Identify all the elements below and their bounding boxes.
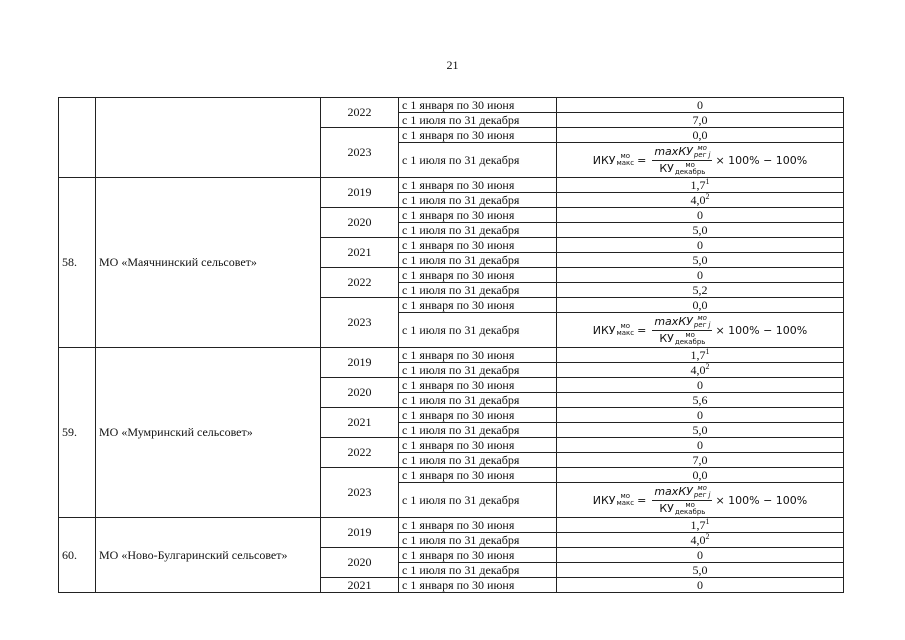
value-text: 0 [697, 407, 703, 422]
year-cell: 2019 [321, 178, 399, 208]
formula-lhs-indices [616, 493, 634, 507]
formula-eq: = [637, 323, 647, 337]
formula-eq: = [637, 153, 647, 167]
value-text: 0 [697, 577, 703, 592]
value-cell [557, 253, 844, 268]
footnote-mark: 1 [705, 517, 710, 526]
period-cell: с 1 июля по 31 декабря [399, 363, 557, 378]
year-cell: 2021 [321, 578, 399, 593]
period-cell: с 1 июля по 31 декабря [399, 113, 557, 128]
year-cell: 2023 [321, 298, 399, 348]
value-text: 1,7 [690, 177, 706, 192]
tariff-index-table [58, 97, 844, 593]
period-cell: с 1 января по 30 июня [399, 98, 557, 113]
page-number: 21 [446, 58, 459, 72]
formula-den-indices [675, 502, 706, 516]
formula-num-prefix: max [654, 314, 679, 328]
value-cell [557, 113, 844, 128]
value-text: 0,0 [692, 297, 708, 312]
formula-lhs-sub: макс [616, 499, 635, 507]
formula-num-sup: мо [697, 483, 707, 492]
period-cell: с 1 января по 30 июня [399, 438, 557, 453]
value-cell [557, 348, 844, 363]
value-text: 0 [697, 547, 703, 562]
value-cell [557, 393, 844, 408]
formula-den-main: КУ [659, 331, 674, 345]
formula-num-prefix: max [654, 144, 679, 158]
value-cell [557, 208, 844, 223]
value-cell [557, 408, 844, 423]
value-cell [557, 378, 844, 393]
year-cell: 2022 [321, 438, 399, 468]
formula-numerator [652, 485, 712, 501]
formula-fraction [652, 315, 712, 346]
year-cell: 2019 [321, 518, 399, 548]
value-text: 5,0 [692, 252, 708, 267]
formula-den-indices [675, 162, 706, 176]
formula-num-main: КУ [678, 484, 693, 498]
value-text: 5,2 [692, 282, 708, 297]
period-cell: с 1 июля по 31 декабря [399, 423, 557, 438]
formula-denominator [657, 161, 707, 176]
formula-lhs-sub: макс [616, 329, 635, 337]
value-cell [557, 453, 844, 468]
value-text: 0 [697, 377, 703, 392]
formula [593, 485, 808, 516]
period-cell: с 1 января по 30 июня [399, 378, 557, 393]
year-cell: 2019 [321, 348, 399, 378]
value-text: 5,0 [692, 422, 708, 437]
formula-lhs-sup: мо [620, 492, 631, 500]
value-text: 5,0 [692, 222, 708, 237]
footnote-mark: 1 [705, 177, 710, 186]
value-cell [557, 298, 844, 313]
row-number: 58. [59, 178, 96, 348]
formula-num-indices [694, 315, 711, 329]
row-number: 60. [59, 518, 96, 593]
value-cell [557, 483, 844, 518]
formula-num-sub: рег j [693, 150, 711, 159]
value-text: 7,0 [692, 452, 708, 467]
period-cell: с 1 января по 30 июня [399, 468, 557, 483]
formula-num-main: КУ [678, 144, 693, 158]
value-text: 4,0 [690, 532, 706, 547]
period-cell: с 1 июля по 31 декабря [399, 563, 557, 578]
period-cell: с 1 июля по 31 декабря [399, 313, 557, 348]
year-cell: 2021 [321, 238, 399, 268]
formula-lhs-indices [616, 323, 634, 337]
year-cell: 2020 [321, 208, 399, 238]
formula-num-sup: мо [697, 313, 707, 322]
period-cell: с 1 июля по 31 декабря [399, 253, 557, 268]
value-cell [557, 518, 844, 533]
value-text: 0 [697, 207, 703, 222]
value-text: 5,6 [692, 392, 708, 407]
value-cell [557, 223, 844, 238]
value-text: 4,0 [690, 362, 706, 377]
formula-den-main: КУ [659, 501, 674, 515]
period-cell: с 1 января по 30 июня [399, 238, 557, 253]
formula-den-sub: декабрь [674, 337, 706, 346]
value-cell [557, 238, 844, 253]
municipality-name [96, 98, 321, 178]
period-cell: с 1 января по 30 июня [399, 298, 557, 313]
table-row [59, 348, 844, 363]
value-cell [557, 423, 844, 438]
value-text: 1,7 [690, 517, 706, 532]
year-cell: 2021 [321, 408, 399, 438]
formula-fraction [652, 485, 712, 516]
value-cell [557, 563, 844, 578]
value-text: 0 [697, 97, 703, 112]
value-cell [557, 438, 844, 453]
period-cell: с 1 января по 30 июня [399, 578, 557, 593]
period-cell: с 1 июля по 31 декабря [399, 143, 557, 178]
formula-tail: × 100% − 100% [715, 493, 808, 507]
value-cell [557, 313, 844, 348]
value-cell [557, 533, 844, 548]
year-cell: 2022 [321, 98, 399, 128]
value-cell [557, 283, 844, 298]
formula-numerator [652, 315, 712, 331]
formula-lhs: ИКУ [592, 153, 616, 167]
period-cell: с 1 января по 30 июня [399, 178, 557, 193]
period-cell: с 1 июля по 31 декабря [399, 393, 557, 408]
footnote-mark: 2 [705, 532, 710, 541]
period-cell: с 1 июля по 31 декабря [399, 193, 557, 208]
value-cell [557, 193, 844, 208]
period-cell: с 1 января по 30 июня [399, 518, 557, 533]
formula-num-sup: мо [697, 143, 707, 152]
formula-num-indices [694, 485, 711, 499]
value-cell [557, 98, 844, 113]
formula-den-main: КУ [659, 161, 674, 175]
period-cell: с 1 января по 30 июня [399, 128, 557, 143]
row-number [59, 98, 96, 178]
formula-tail: × 100% − 100% [715, 323, 808, 337]
formula-den-sub: декабрь [674, 507, 706, 516]
row-number: 59. [59, 348, 96, 518]
period-cell: с 1 января по 30 июня [399, 208, 557, 223]
table-row [59, 178, 844, 193]
period-cell: с 1 июля по 31 декабря [399, 223, 557, 238]
formula-lhs-sup: мо [620, 322, 631, 330]
value-text: 0 [697, 237, 703, 252]
period-cell: с 1 июля по 31 декабря [399, 483, 557, 518]
period-cell: с 1 июля по 31 декабря [399, 283, 557, 298]
formula-denominator [657, 331, 707, 346]
value-text: 0 [697, 437, 703, 452]
formula-den-sup: мо [685, 500, 695, 509]
year-cell: 2020 [321, 378, 399, 408]
table-row [59, 98, 844, 113]
formula [593, 315, 808, 346]
value-text: 1,7 [690, 347, 706, 362]
value-cell [557, 128, 844, 143]
table-row [59, 518, 844, 533]
municipality-name: МО «Ново-Булгаринский сельсовет» [96, 518, 321, 593]
value-cell [557, 548, 844, 563]
formula-eq: = [637, 493, 647, 507]
formula-lhs-sup: мо [620, 152, 631, 160]
formula-num-indices [694, 145, 711, 159]
value-cell [557, 363, 844, 378]
period-cell: с 1 января по 30 июня [399, 408, 557, 423]
formula-den-sub: декабрь [674, 167, 706, 176]
value-text: 0 [697, 267, 703, 282]
footnote-mark: 2 [705, 192, 710, 201]
formula-lhs-sub: макс [616, 159, 635, 167]
formula-lhs-indices [616, 153, 634, 167]
period-cell: с 1 июля по 31 декабря [399, 533, 557, 548]
period-cell: с 1 июля по 31 декабря [399, 453, 557, 468]
formula-tail: × 100% − 100% [715, 153, 808, 167]
value-text: 7,0 [692, 112, 708, 127]
formula-num-sub: рег j [693, 320, 711, 329]
period-cell: с 1 января по 30 июня [399, 348, 557, 363]
year-cell: 2023 [321, 468, 399, 518]
formula-lhs: ИКУ [592, 323, 616, 337]
value-text: 0,0 [692, 467, 708, 482]
formula-den-sup: мо [685, 160, 695, 169]
value-cell [557, 578, 844, 593]
formula-num-prefix: max [654, 484, 679, 498]
year-cell: 2020 [321, 548, 399, 578]
municipality-name: МО «Мумринский сельсовет» [96, 348, 321, 518]
value-text: 5,0 [692, 562, 708, 577]
value-cell [557, 268, 844, 283]
formula-num-sub: рег j [693, 490, 711, 499]
period-cell: с 1 января по 30 июня [399, 548, 557, 563]
year-cell: 2023 [321, 128, 399, 178]
year-cell: 2022 [321, 268, 399, 298]
footnote-mark: 2 [705, 362, 710, 371]
value-cell [557, 143, 844, 178]
value-cell [557, 468, 844, 483]
formula-fraction [652, 145, 712, 176]
period-cell: с 1 января по 30 июня [399, 268, 557, 283]
formula-num-main: КУ [678, 314, 693, 328]
value-text: 4,0 [690, 192, 706, 207]
footnote-mark: 1 [705, 347, 710, 356]
formula-lhs: ИКУ [592, 493, 616, 507]
formula-den-sup: мо [685, 330, 695, 339]
formula-numerator [652, 145, 712, 161]
value-text: 0,0 [692, 127, 708, 142]
formula-den-indices [675, 332, 706, 346]
municipality-name: МО «Маячнинский сельсовет» [96, 178, 321, 348]
formula-denominator [657, 501, 707, 516]
value-cell [557, 178, 844, 193]
formula [593, 145, 808, 176]
